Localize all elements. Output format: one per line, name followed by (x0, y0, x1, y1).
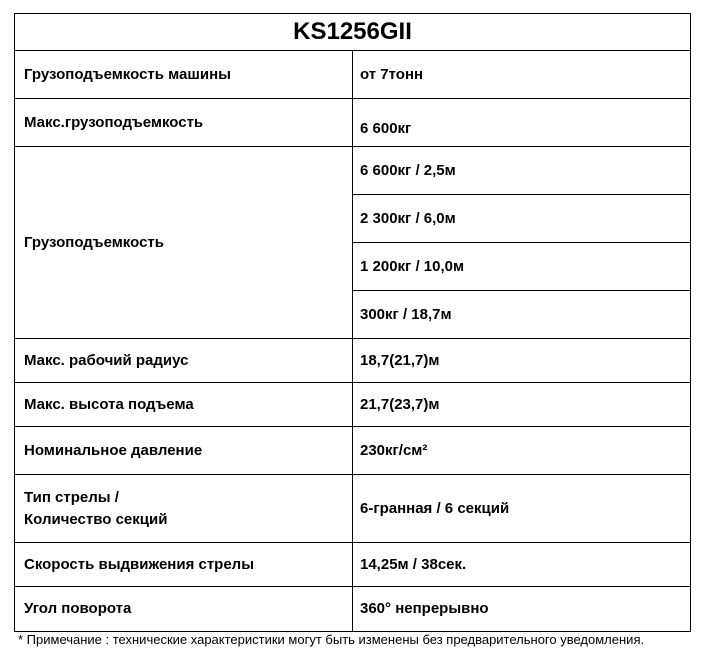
row-value: 1 200кг / 10,0м (353, 243, 691, 291)
table-title: KS1256GII (14, 13, 691, 50)
row-value: 6-гранная / 6 секций (353, 475, 691, 543)
table-row (15, 383, 691, 427)
row-value: 6 600кг / 2,5м (353, 147, 691, 195)
footnote: * Примечание : технические характеристики могут быть изменены без предварительного уведомления. (18, 632, 645, 647)
row-value: от 7тонн (353, 51, 691, 99)
table-row (15, 543, 691, 587)
table-row (15, 427, 691, 475)
row-label: Угол поворота (15, 587, 353, 632)
row-label-line: Тип стрелы / (24, 488, 119, 506)
table-row (15, 587, 691, 632)
row-value: 21,7(23,7)м (353, 383, 691, 427)
row-label (15, 475, 353, 543)
row-value: 6 600кг (353, 99, 691, 147)
table-row (15, 339, 691, 383)
row-label: Грузоподъемкость (15, 147, 353, 339)
row-label: Макс.грузоподъемкость (15, 99, 353, 147)
row-label: Номинальное давление (15, 427, 353, 475)
row-value: 14,25м / 38сек. (353, 543, 691, 587)
spec-grid (14, 50, 691, 632)
row-value: 2 300кг / 6,0м (353, 195, 691, 243)
table-row (15, 99, 691, 147)
table-row (15, 147, 691, 195)
table-row (15, 475, 691, 543)
row-value: 18,7(21,7)м (353, 339, 691, 383)
row-label: Скорость выдвижения стрелы (15, 543, 353, 587)
row-value: 300кг / 18,7м (353, 291, 691, 339)
row-label-line: Количество секций (24, 510, 168, 528)
row-value: 360° непрерывно (353, 587, 691, 632)
row-label: Грузоподъемкость машины (15, 51, 353, 99)
row-label: Макс. рабочий радиус (15, 339, 353, 383)
row-label: Макс. высота подъема (15, 383, 353, 427)
row-value: 230кг/см² (353, 427, 691, 475)
table-row (15, 51, 691, 99)
spec-table (14, 13, 691, 632)
